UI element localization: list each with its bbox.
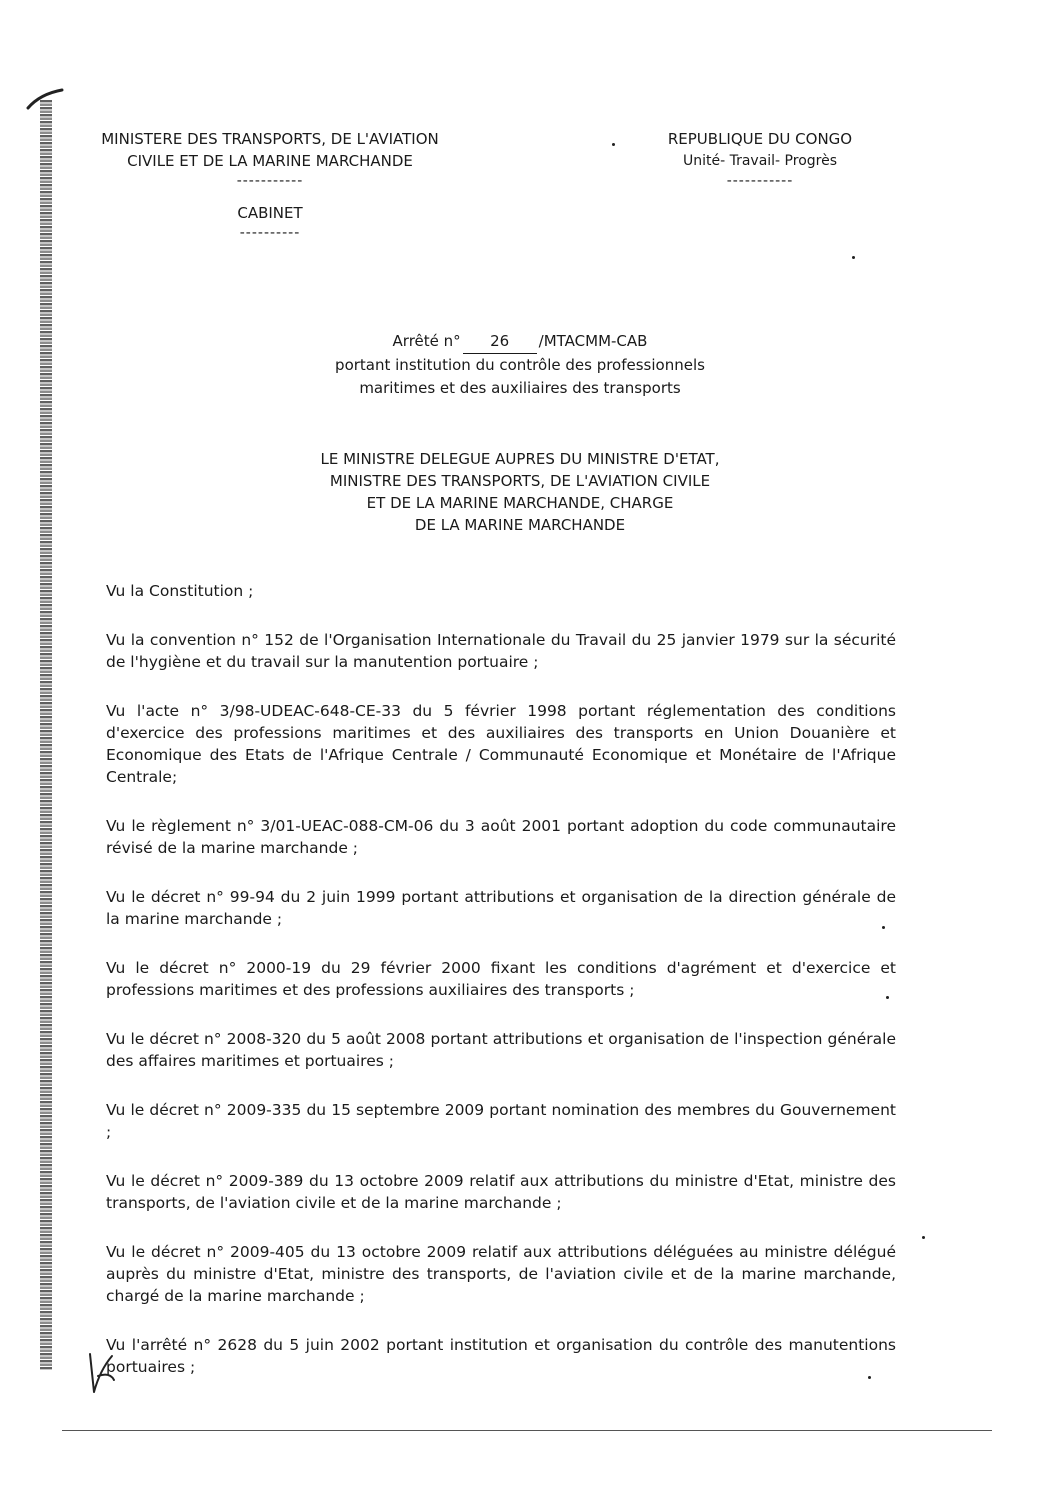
decree-suffix: /MTACMM-CAB: [538, 332, 648, 350]
visa-paragraph: Vu le décret n° 99-94 du 2 juin 1999 portant attributions et organisation de la direction générale de la marine marchande ;: [106, 888, 896, 928]
page-bottom-rule: [62, 1430, 992, 1431]
header-separator: -----------: [236, 173, 304, 189]
visa-paragraph: Vu le décret n° 2008-320 du 5 août 2008 portant attributions et organisation de l'inspection générale des affaires maritimes et portuaires ;: [106, 1030, 896, 1070]
visa-paragraph: Vu la convention n° 152 de l'Organisation Internationale du Travail du 25 janvier 1979 sur la sécurité de l'hygiène et du travail sur la manutention portuaire ;: [106, 631, 896, 671]
decree-subject-line-2: maritimes et des auxiliaires des transports: [359, 379, 681, 397]
scan-binding-edge: [40, 100, 52, 1370]
cabinet-label: CABINET: [237, 204, 303, 222]
scan-speck: [922, 1236, 925, 1239]
minister-title: [200, 448, 840, 536]
republic-name: REPUBLIQUE DU CONGO: [667, 130, 853, 148]
scan-speck: [852, 256, 855, 259]
minister-title-line-4: DE LA MARINE MARCHANDE: [414, 516, 626, 534]
national-motto: Unité- Travail- Progrès: [682, 153, 838, 169]
visa-paragraph: Vu le décret n° 2009-389 du 13 octobre 2009 relatif aux attributions du ministre d'Etat, ministre des transports, de l'aviation civile et de la marine marchande ;: [106, 1172, 896, 1212]
scan-speck: [612, 143, 615, 146]
scan-speck: [882, 926, 885, 929]
decree-number: 26: [463, 330, 537, 354]
minister-title-line-3: ET DE LA MARINE MARCHANDE, CHARGE: [366, 494, 674, 512]
republic-separator: -----------: [726, 173, 794, 189]
ministry-name-line-2: CIVILE ET DE LA MARINE MARCHANDE: [127, 152, 413, 170]
cabinet-separator: ----------: [239, 225, 301, 241]
visa-paragraph: Vu le règlement n° 3/01-UEAC-088-CM-06 du 3 août 2001 portant adoption du code communautaire révisé de la marine marchande ;: [106, 817, 896, 857]
decree-prefix: Arrêté n°: [392, 332, 461, 350]
minister-title-line-2: MINISTRE DES TRANSPORTS, DE L'AVIATION CIVILE: [329, 472, 711, 490]
ministry-header: [60, 128, 480, 242]
visa-list: [106, 580, 896, 1405]
pen-stroke-mark: [26, 88, 66, 112]
visa-paragraph: Vu la Constitution ;: [106, 582, 254, 600]
scan-speck: [886, 996, 889, 999]
scan-speck: [868, 1376, 871, 1379]
handwritten-initials: [84, 1350, 118, 1396]
ministry-name-line-1: MINISTERE DES TRANSPORTS, DE L'AVIATION: [101, 130, 439, 148]
visa-paragraph: Vu le décret n° 2000-19 du 29 février 2000 fixant les conditions d'agrément et d'exercice et professions maritimes et des professions auxiliaires des transports ;: [106, 959, 896, 999]
visa-paragraph: Vu l'arrêté n° 2628 du 5 juin 2002 portant institution et organisation du contrôle des manutentions portuaires ;: [106, 1336, 896, 1376]
visa-paragraph: Vu le décret n° 2009-405 du 13 octobre 2009 relatif aux attributions déléguées au ministre délégué auprès du ministre d'Etat, ministre des transports, de l'aviation civile et de la marine marchande, chargé de la marine marchande ;: [106, 1243, 896, 1305]
decree-subject-line-1: portant institution du contrôle des professionnels: [335, 356, 705, 374]
republic-header: [640, 128, 880, 190]
minister-title-line-1: LE MINISTRE DELEGUE AUPRES DU MINISTRE D'ETAT,: [320, 450, 720, 468]
decree-title: [200, 330, 840, 400]
decree-reference: [200, 330, 840, 354]
visa-paragraph: Vu le décret n° 2009-335 du 15 septembre 2009 portant nomination des membres du Gouvernement ;: [106, 1101, 896, 1141]
visa-paragraph: Vu l'acte n° 3/98-UDEAC-648-CE-33 du 5 février 1998 portant réglementation des conditions d'exercice des professions maritimes et des auxiliaires des transports en Union Douanière et Economique des Etats de l'Afrique Centrale / Communauté Economique et Monétaire de l'Afrique Centrale;: [106, 702, 896, 786]
